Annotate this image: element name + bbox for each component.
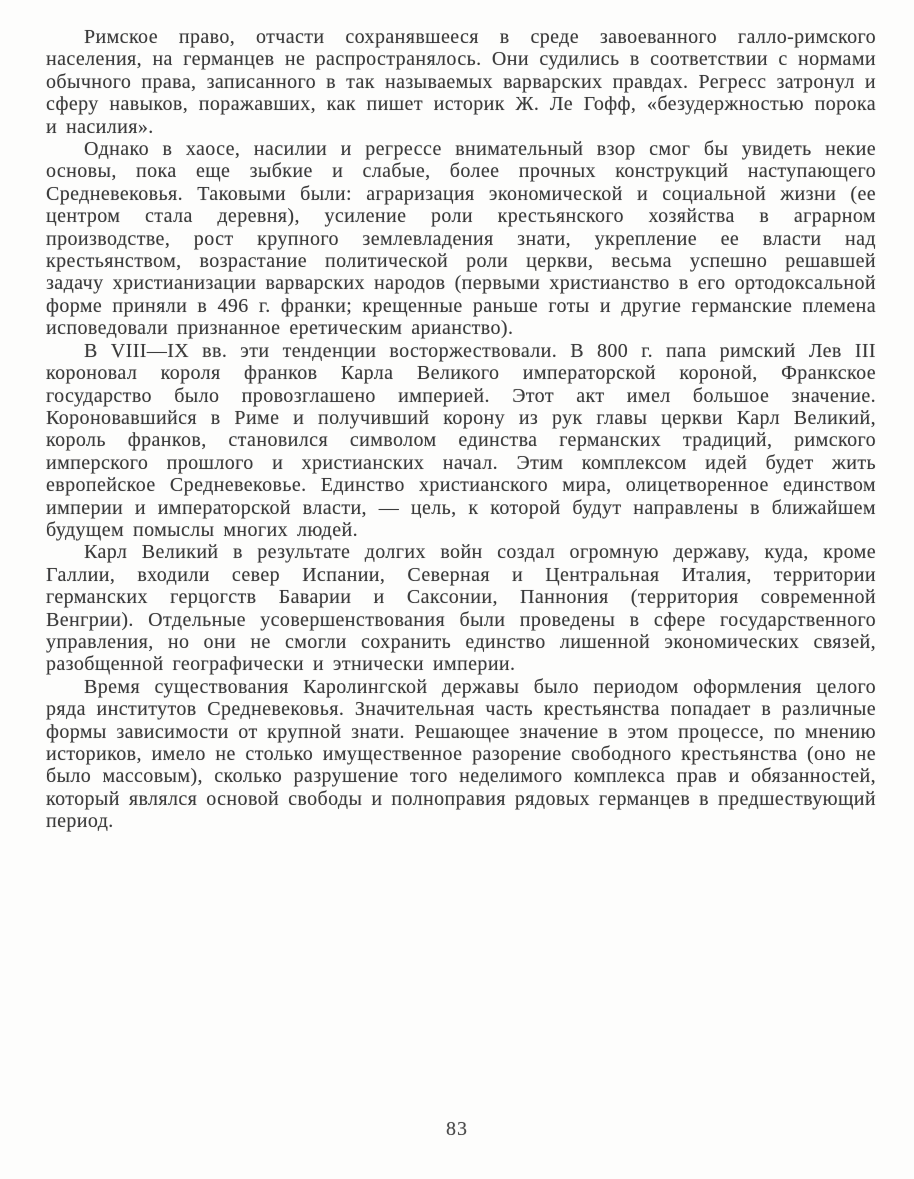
paragraph-charlemagne-empire: Карл Великий в результате долгих войн создал огромную державу, куда, кроме Галлии, входили север Испании, Северная и Центральная Италия, территории германских герцогств Баварии и Саксонии, Паннония (территория современной Венгрии). Отдельные усовершенствования были проведены в сфере государственного управления, но они не смогли сохранить единство лишенной экономических связей, разобщенной географически и этнически империи.	[46, 541, 876, 676]
paragraph-roman-law: Римское право, отчасти сохранявшееся в среде завоеванного галло-римского населения, на германцев не распространялось. Они судились в соответствии с нормами обычного права, записанного в так называемых варварских правдах. Регресс затронул и сферу навыков, поражавших, как пишет историк Ж. Ле Гофф, «безудержностью порока и насилия».	[46, 26, 876, 138]
text-block	[46, 26, 876, 833]
paragraph-foundations-of-middle-ages: Однако в хаосе, насилии и регрессе внимательный взор смог бы увидеть некие основы, пока еще зыбкие и слабые, более прочных конструкций наступающего Средневековья. Таковыми были: аграризация экономической и социальной жизни (ее центром стала деревня), усиление роли крестьянского хозяйства в аграрном производстве, рост крупного землевладения знати, укрепление ее власти над крестьянством, возрастание политической роли церкви, весьма успешно решавшей задачу христианизации варварских народов (первыми христианство в его ортодоксальной форме приняли в 496 г. франки; крещенные раньше готы и другие германские племена исповедовали признанное еретическим арианство).	[46, 138, 876, 340]
paragraph-coronation-of-charlemagne: В VIII—IX вв. эти тенденции восторжествовали. В 800 г. папа римский Лев III короновал короля франков Карла Великого императорской короной, Франкское государство было провозглашено империей. Этот акт имел большое значение. Короновавшийся в Риме и получивший корону из рук главы церкви Карл Великий, король франков, становился символом единства германских традиций, римского имперского прошлого и христианских начал. Этим комплексом идей будет жить европейское Средневековье. Единство христианского мира, олицетворенное единством империи и императорской власти, — цель, к которой будут направлены в ближайшем будущем помыслы многих людей.	[46, 339, 876, 541]
paragraph-carolingian-institutions: Время существования Каролингской державы было периодом оформления целого ряда институтов Средневековья. Значительная часть крестьянства попадает в различные формы зависимости от крупной знати. Решающее значение в этом процессе, по мнению историков, имело не столько имущественное разорение свободного крестьянства (оно не было массовым), сколько разрушение того неделимого комплекса прав и обязанностей, который являлся основой свободы и полноправия рядовых германцев в предшествующий период.	[46, 675, 876, 833]
page-number: 83	[446, 1118, 468, 1140]
